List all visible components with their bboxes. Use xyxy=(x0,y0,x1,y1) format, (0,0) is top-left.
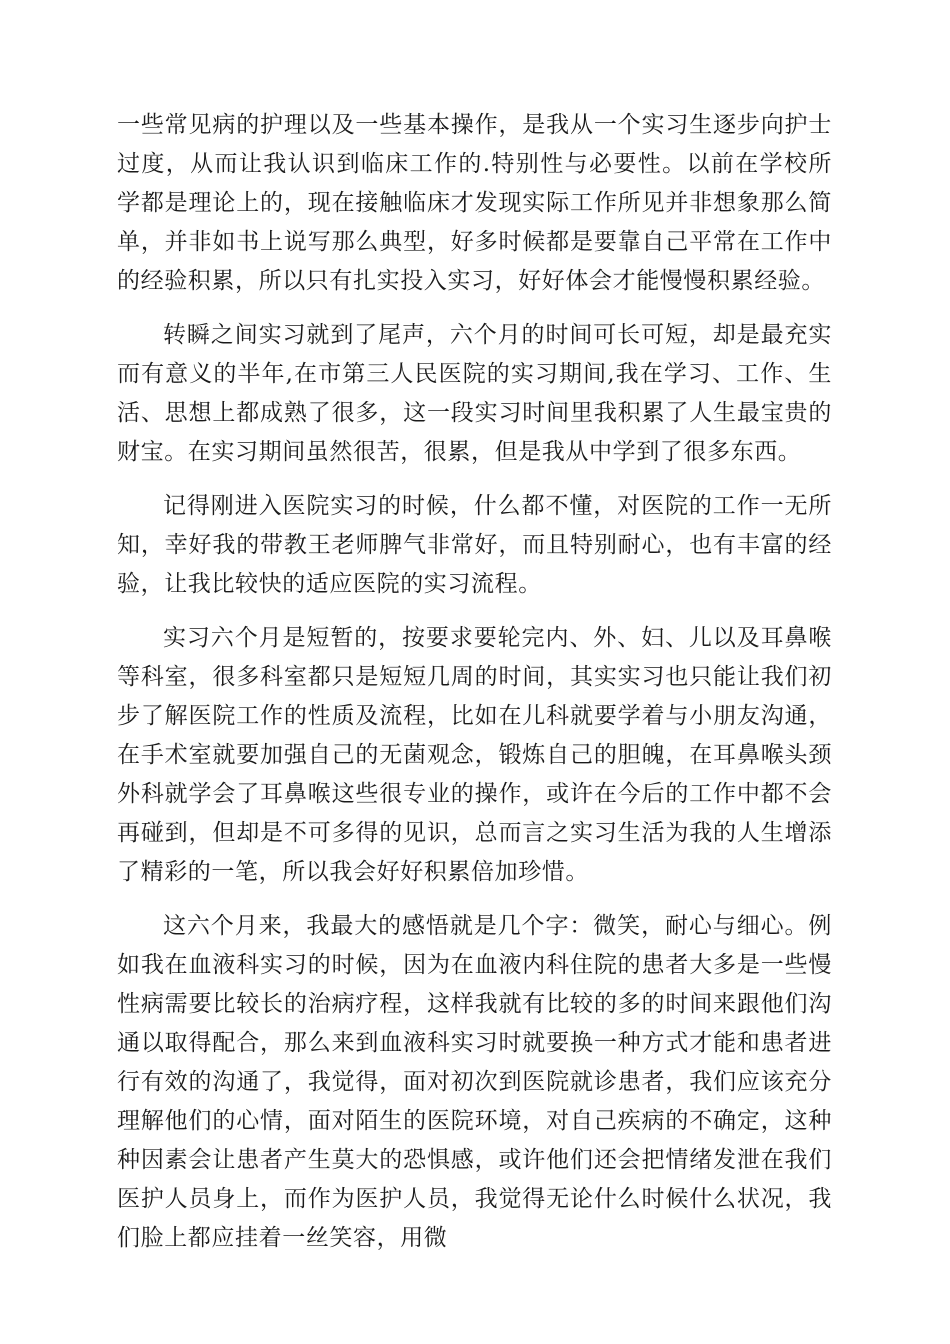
paragraph-5: 这六个月来，我最大的感悟就是几个字：微笑，耐心与细心。例如我在血液科实习的时候，因为在血液内科住院的患者大多是一些慢性病需要比较长的治病疗程，这样我就有比较的多的时间来跟他们沟通以取得配合，那么来到血液科实习时就要换一种方式才能和患者进行有效的沟通了，我觉得，面对初次到医院就诊患者，我们应该充分理解他们的心情，面对陌生的医院环境，对自己疾病的不确定，这种种因素会让患者产生莫大的恐惧感，或许他们还会把情绪发泄在我们医护人员身上，而作为医护人员，我觉得无论什么时候什么状况，我们脸上都应挂着一丝笑容，用微 xyxy=(117,913,832,1251)
paragraph-1: 一些常见病的护理以及一些基本操作，是我从一个实习生逐步向护士过度，从而让我认识到临床工作的.特别性与必要性。以前在学校所学都是理论上的，现在接触临床才发现实际工作所见并非想象那么简单，并非如书上说写那么典型，好多时候都是要靠自己平常在工作中的经验积累，所以只有扎实投入实习，好好体会才能慢慢积累经验。 xyxy=(117,112,832,294)
paragraph-2: 转瞬之间实习就到了尾声，六个月的时间可长可短，却是最充实而有意义的半年,在市第三人民医院的实习期间,我在学习、工作、生活、思想上都成熟了很多，这一段实习时间里我积累了人生最宝贵的财宝。在实习期间虽然很苦，很累，但是我从中学到了很多东西。 xyxy=(117,322,832,465)
paragraph-4: 实习六个月是短暂的，按要求要轮完内、外、妇、儿以及耳鼻喉等科室，很多科室都只是短短几周的时间，其实实习也只能让我们初步了解医院工作的性质及流程，比如在儿科就要学着与小朋友沟通，在手术室就要加强自己的无菌观念，锻炼自己的胆魄，在耳鼻喉头颈外科就学会了耳鼻喉这些很专业的操作，或许在今后的工作中都不会再碰到，但却是不可多得的见识，总而言之实习生活为我的人生增添了精彩的一笔，所以我会好好积累倍加珍惜。 xyxy=(117,625,832,885)
paragraph-3: 记得刚进入医院实习的时候，什么都不懂，对医院的工作一无所知，幸好我的带教王老师脾气非常好，而且特别耐心，也有丰富的经验，让我比较快的适应医院的实习流程。 xyxy=(117,493,832,597)
